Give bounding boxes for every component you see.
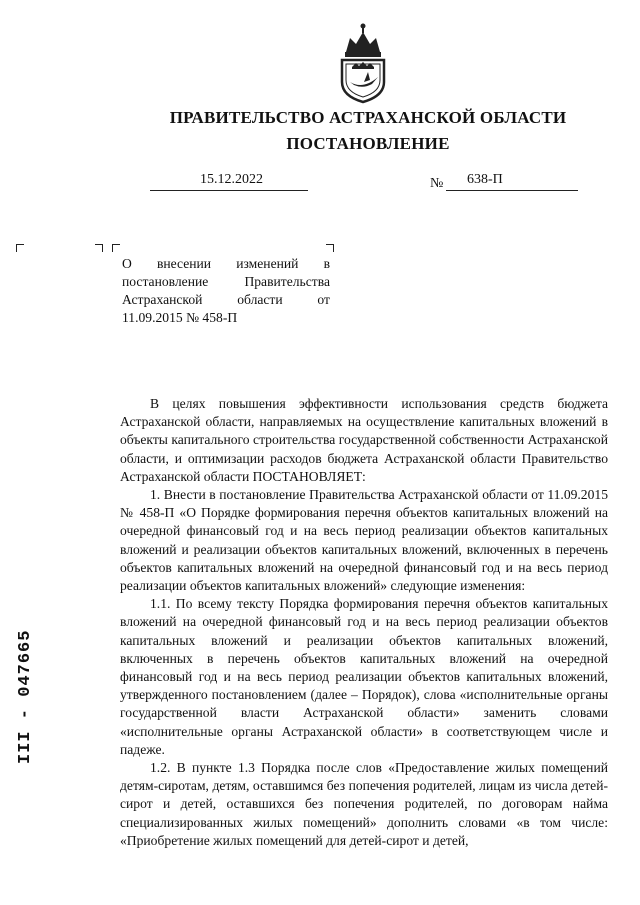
document-number: 638-П <box>467 172 503 187</box>
side-serial-stamp: III - 047665 <box>16 629 35 764</box>
document-type: ПОСТАНОВЛЕНИЕ <box>286 134 450 153</box>
corner-mark <box>326 244 334 252</box>
document-date: 15.12.2022 <box>200 172 263 187</box>
document-body <box>120 395 608 850</box>
corner-mark <box>112 244 120 252</box>
corner-mark <box>16 244 24 252</box>
subject-text: О внесении изменений в постановление Правительства Астраханской области от 11.09.2015 № 458-П <box>122 256 330 325</box>
coat-of-arms-emblem <box>328 22 398 104</box>
number-underline <box>446 174 578 191</box>
government-title: ПРАВИТЕЛЬСТВО АСТРАХАНСКОЙ ОБЛАСТИ <box>169 108 567 127</box>
number-sign: № <box>430 176 444 191</box>
astrakhan-coat-of-arms-icon <box>328 22 398 104</box>
body-paragraph: 1. Внести в постановление Правительства Астраханской области от 11.09.2015 № 458-П «О Порядке формирования перечня объектов капитальных вложений на очередной финансовый год и на весь период реализации объектов капитальных вложений и реализации объектов капитальных вложений, включенных в перечень объектов капитальных вложений на очередной финансовый год и на весь период реализации объектов капитальных вложений» следующие изменения: <box>120 487 608 594</box>
corner-mark <box>95 244 103 252</box>
body-paragraph: 1.1. По всему тексту Порядка формирования перечня объектов капитальных вложений на очередной финансовый год и на весь период реализации объектов капитальных вложений и реализации объектов капитальных вложений, включенных в перечень объектов капитальных вложений на очередной финансовый год и на весь период реализации объектов капитальных вложений, утвержденного постановлением (далее – Порядок), слова «исполнительные органы государственной власти Астраханской области» заменить словами «исполнительные органы Астраханской области» в соответствующем числе и падеже. <box>120 596 608 757</box>
body-paragraph: 1.2. В пункте 1.3 Порядка после слов «Предоставление жилых помещений детям-сиротам, детям, оставшимся без попечения родителей, лицам из числа детей-сирот и детей, оставшихся без попечения родителей, по договорам найма специализированных жилых помещений» дополнить словами «в том числе: «Приобретение жилых помещений для детей-сирот и детей, <box>120 760 608 848</box>
document-subject <box>122 255 330 327</box>
body-paragraph: В целях повышения эффективности использования средств бюджета Астраханской области, направляемых на осуществление капитальных вложений в объекты капитального строительства государственной собственности Астраханской области, и оптимизации расходов бюджета Астраханской области Правительство Астраханской области ПОСТАНОВЛЯЕТ: <box>120 396 608 484</box>
